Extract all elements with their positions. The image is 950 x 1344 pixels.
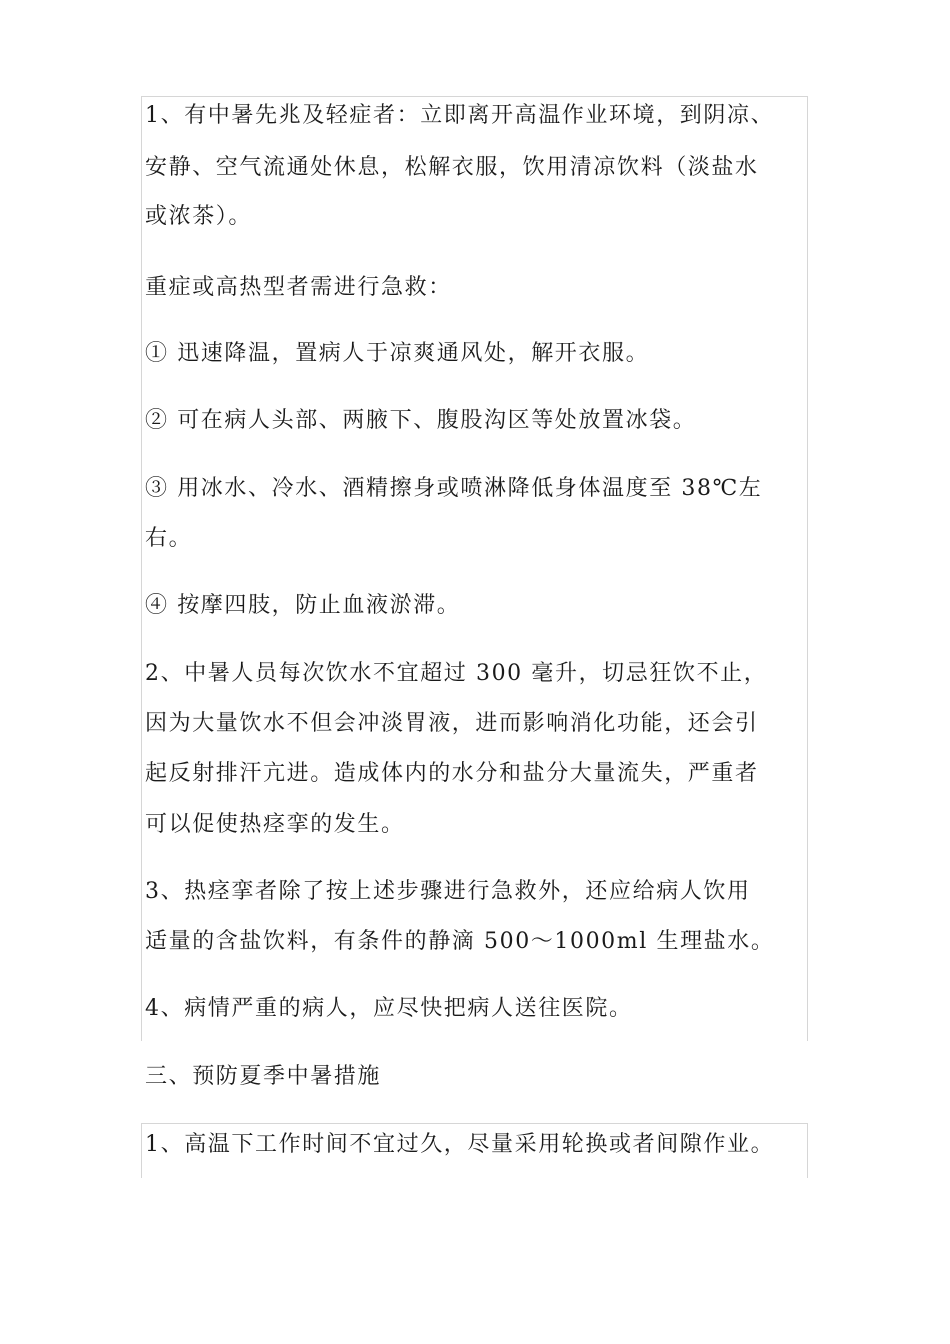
paragraph-line: 1、高温下工作时间不宜过久，尽量采用轮换或者间隙作业。	[145, 1132, 775, 1157]
paragraph-line: 4、病情严重的病人，应尽快把病人送往医院。	[145, 996, 633, 1021]
paragraph-line: 可以促使热痉挛的发生。	[145, 812, 405, 837]
paragraph-line: 起反射排汗亢进。造成体内的水分和盐分大量流失，严重者	[145, 761, 759, 786]
list-item: ② 可在病人头部、两腋下、腹股沟区等处放置冰袋。	[145, 408, 697, 433]
paragraph-line: 重症或高热型者需进行急救：	[145, 275, 452, 300]
paragraph-line: 1、有中暑先兆及轻症者：立即离开高温作业环境，到阴凉、	[145, 103, 775, 128]
paragraph-line: 安静、空气流通处休息，松解衣服，饮用清凉饮料（淡盐水	[145, 155, 759, 180]
list-item: 右。	[145, 526, 193, 551]
paragraph-line: 适量的含盐饮料，有条件的静滴 500～1000ml 生理盐水。	[145, 929, 775, 954]
section-heading: 三、预防夏季中暑措施	[145, 1064, 382, 1089]
paragraph-line: 2、中暑人员每次饮水不宜超过 300 毫升，切忌狂饮不止，	[145, 661, 768, 686]
paragraph-line: 或浓茶）。	[145, 204, 253, 229]
list-item: ③ 用冰水、冷水、酒精擦身或喷淋降低身体温度至 38℃左	[145, 476, 763, 501]
paragraph-line: 因为大量饮水不但会冲淡胃液，进而影响消化功能，还会引	[145, 711, 759, 736]
list-item: ④ 按摩四肢，防止血液淤滞。	[145, 593, 461, 618]
paragraph-line: 3、热痉挛者除了按上述步骤进行急救外，还应给病人饮用	[145, 879, 751, 904]
list-item: ① 迅速降温，置病人于凉爽通风处，解开衣服。	[145, 341, 650, 366]
